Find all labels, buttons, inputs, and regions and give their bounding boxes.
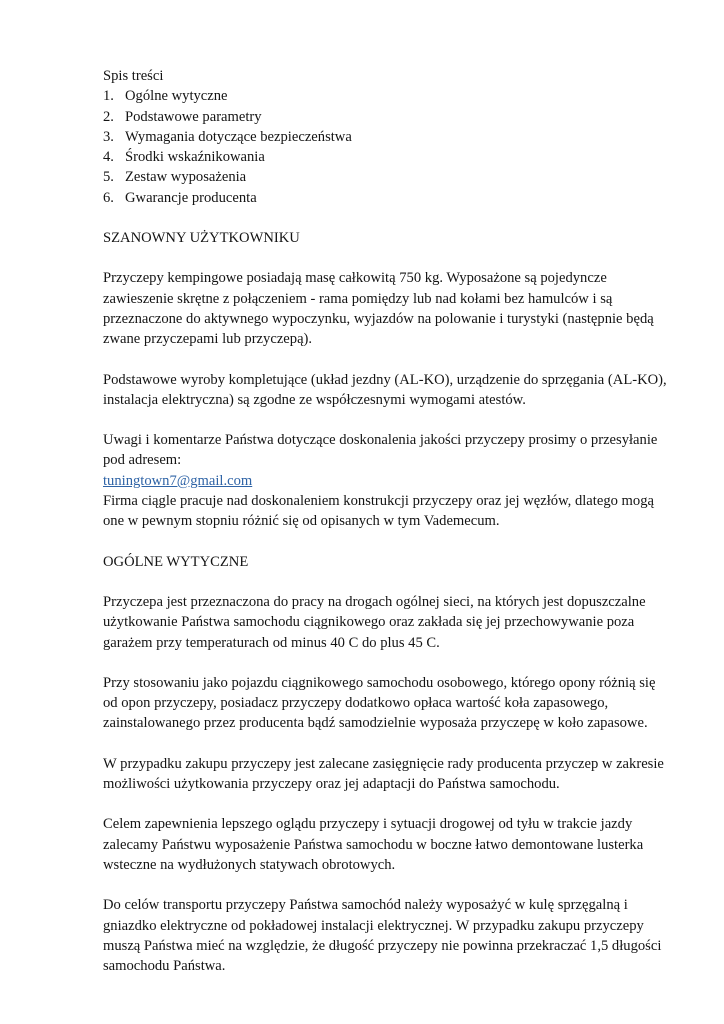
toc-item-label: Wymagania dotyczące bezpieczeństwa (125, 128, 352, 145)
intro-paragraph-components: Podstawowe wyroby kompletujące (układ jezdny (AL-KO), urządzenie do sprzęgania (AL-KO), instalacja elektryczna) są zgodne ze współczesnymi wymogami atestów. (103, 371, 667, 408)
intro-heading: SZANOWNY UŻYTKOWNIKU (103, 230, 300, 247)
toc-item (103, 86, 673, 106)
toc-item-number: 1. (103, 88, 114, 105)
toc-item-label: Gwarancje producenta (125, 189, 257, 206)
contact-email-link[interactable]: tuningtown7@gmail.com (103, 472, 253, 489)
toc-item-number: 2. (103, 108, 114, 125)
toc-item (103, 167, 673, 187)
toc-title: Spis treści (103, 68, 164, 84)
general-paragraph-transport: Do celów transportu przyczepy Państwa samochód należy wyposażyć w kulę sprzęgalną i gniazdko elektryczne od pokładowej instalacji elektrycznej. W przypadku zakupu przyczepy muszą Państwa mieć na względzie, że długość przyczepy nie powinna przekraczać 1,5 długości samochodu Państwa. (103, 897, 662, 975)
intro-paragraph-feedback: Uwagi i komentarze Państwa dotyczące doskonalenia jakości przyczepy prosimy o przesyłanie pod adresem: (103, 432, 658, 469)
general-paragraph-spare-wheel: Przy stosowaniu jako pojazdu ciągnikowego samochodu osobowego, którego opony różnią się od opon przyczepy, posiadacz przyczepy dodatkowo opłaca wartość koła zapasowego, zainstalowanego przez producenta bądź samodzielnie wyposaża przyczepę w koło zapasowe. (103, 674, 656, 732)
general-heading: OGÓLNE WYTYCZNE (103, 553, 249, 570)
toc-item-number: 4. (103, 149, 114, 166)
toc-item-label: Ogólne wytyczne (125, 88, 228, 105)
toc-item (103, 188, 673, 208)
toc-item (103, 147, 673, 167)
general-paragraph-usage: Przyczepa jest przeznaczona do pracy na drogach ogólnej sieci, na których jest dopuszczalne użytkowanie Państwa samochodu ciągnikowego oraz zakłada się jej przechowywanie poza garażem przy temperaturach od minus 40 C do plus 45 C. (103, 593, 646, 651)
toc-item (103, 107, 673, 127)
toc-item-number: 3. (103, 128, 114, 145)
toc-item-label: Środki wskaźnikowania (125, 149, 265, 166)
toc-item-label: Podstawowe parametry (125, 108, 262, 125)
toc-item-number: 5. (103, 169, 114, 186)
document-page (103, 66, 673, 976)
toc-item (103, 127, 673, 147)
intro-paragraph-mass: Przyczepy kempingowe posiadają masę całkowitą 750 kg. Wyposażone są pojedyncze zawieszenie skrętne z połączeniem - rama pomiędzy lub nad kołami bez hamulców i są przeznaczone do aktywnego wypoczynku, wyjazdów na polowanie i turystyki (następnie będą zwane przyczepami lub przyczepą). (103, 270, 654, 348)
toc-item-number: 6. (103, 189, 114, 206)
toc-list (103, 86, 673, 208)
intro-paragraph-changes: Firma ciągle pracuje nad doskonaleniem konstrukcji przyczepy oraz jej węzłów, dlatego mogą one w pewnym stopniu różnić się od opisanych w tym Vademecum. (103, 493, 654, 530)
toc-item-label: Zestaw wyposażenia (125, 169, 247, 186)
general-paragraph-advice: W przypadku zakupu przyczepy jest zalecane zasięgnięcie rady producenta przyczep w zakresie możliwości użytkowania przyczepy oraz jej adaptacji do Państwa samochodu. (103, 755, 664, 793)
general-paragraph-mirrors: Celem zapewnienia lepszego oglądu przyczepy i sytuacji drogowej od tyłu w trakcie jazdy zalecamy Państwu wyposażenie Państwa samochodu w boczne łatwo demontowane lusterka wsteczne na wydłużonych statywach obrotowych. (103, 816, 644, 873)
